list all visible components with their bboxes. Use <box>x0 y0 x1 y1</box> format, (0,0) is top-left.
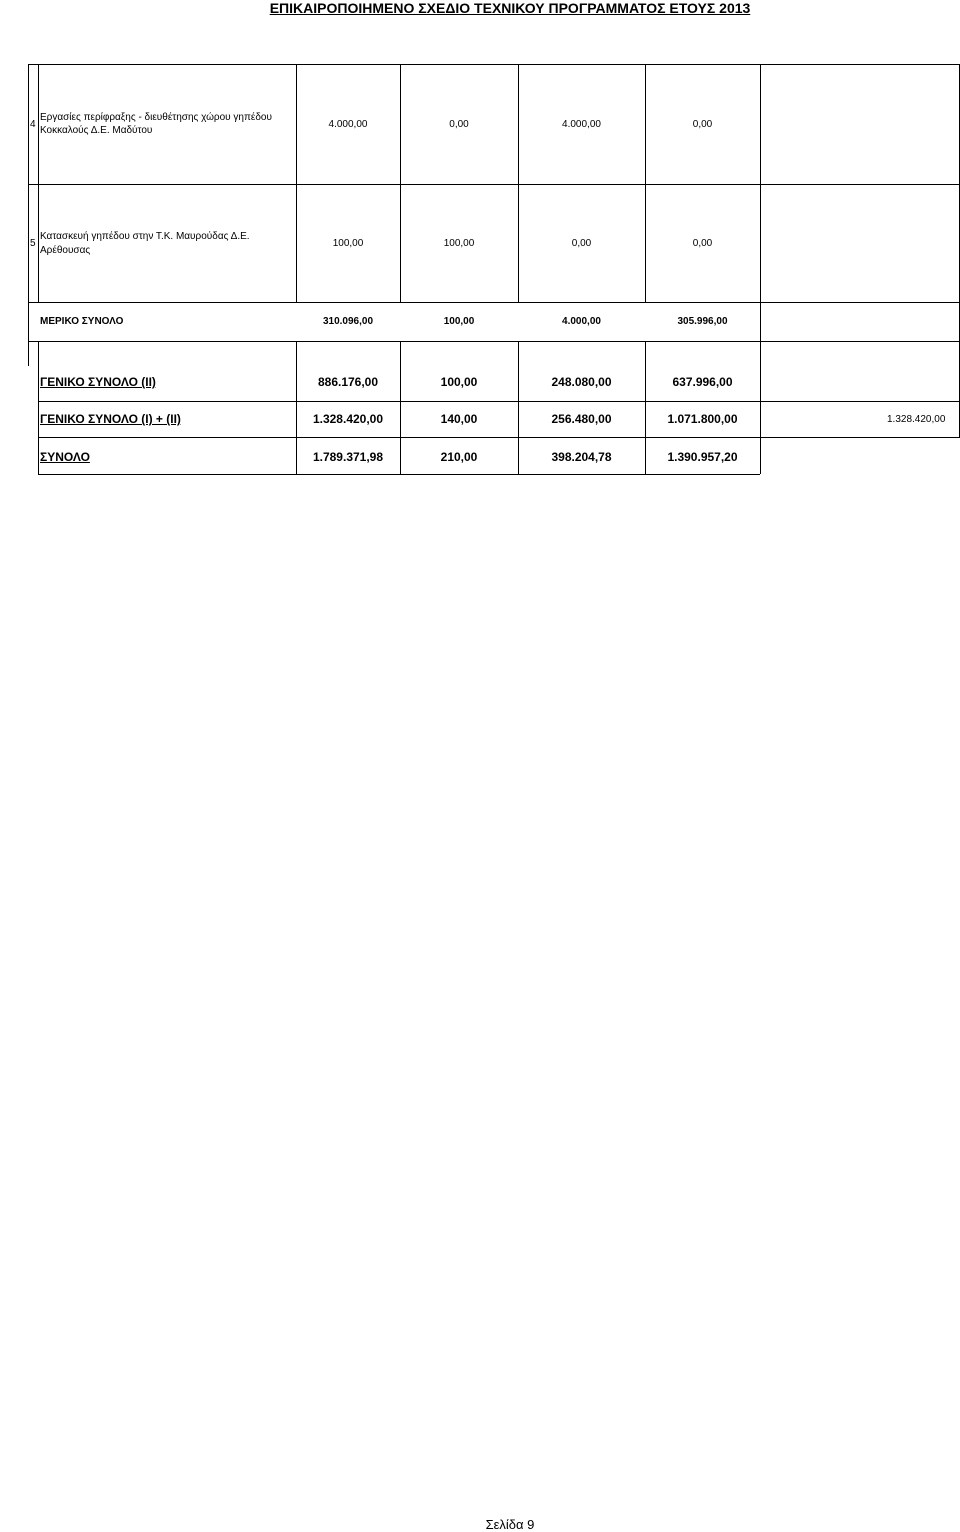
cell-value: 100,00 <box>440 375 478 389</box>
col-border <box>645 341 646 366</box>
col-border <box>518 341 519 366</box>
cell-value: 4.000,00 <box>328 119 368 130</box>
col-border <box>38 64 39 302</box>
row-description-line1: Κατασκευή γηπέδου στην Τ.Κ. Μαυρούδας Δ.Ε. <box>40 231 250 242</box>
cell-value: 4.000,00 <box>562 119 601 130</box>
cell-value: 0,00 <box>692 119 713 130</box>
cell-value: 1.390.957,20 <box>667 450 738 464</box>
row-border <box>28 64 960 65</box>
cell-value: 100,00 <box>332 238 364 249</box>
col-border <box>28 302 29 341</box>
col-border <box>760 366 761 474</box>
cell-value: 0,00 <box>571 238 592 249</box>
row-label: ΓΕΝΙΚΟ ΣΥΝΟΛΟ (ΙΙ) <box>40 375 156 389</box>
cell-value: 637.996,00 <box>672 375 733 389</box>
page-title: ΕΠΙΚΑΙΡΟΠΟΙΗΜΕΝΟ ΣΧΕΔΙΟ ΤΕΧΝΙΚΟΥ ΠΡΟΓΡΑΜΜΑΤΟΣ ΕΤΟΥΣ 2013 <box>269 0 751 16</box>
row-description-line1: Εργασίες περίφραξης - διευθέτησης χώρου γηπέδου <box>40 112 272 123</box>
row-border <box>28 302 960 303</box>
col-border <box>760 64 761 302</box>
row-label: ΓΕΝΙΚΟ ΣΥΝΟΛΟ (Ι) + (ΙΙ) <box>40 412 181 426</box>
cell-value: 305.996,00 <box>677 316 728 327</box>
row-label: ΣΥΝΟΛΟ <box>40 450 90 464</box>
cell-value: 310.096,00 <box>322 316 374 327</box>
cell-value: 886.176,00 <box>317 375 379 389</box>
row-border <box>38 437 960 438</box>
cell-value: 1.789.371,98 <box>312 450 384 464</box>
col-border <box>28 341 29 366</box>
col-border <box>400 341 401 366</box>
col-border <box>518 64 519 302</box>
cell-value: 1.071.800,00 <box>667 412 738 426</box>
cell-value: 4.000,00 <box>562 316 601 327</box>
col-border <box>645 64 646 302</box>
col-border <box>760 302 761 341</box>
col-border <box>296 341 297 366</box>
cell-value: 256.480,00 <box>551 412 612 426</box>
col-border <box>296 64 297 302</box>
page-number: Σελίδα 9 <box>485 1517 535 1532</box>
row-description-line2: Κοκκαλούς Δ.Ε. Μαδύτου <box>40 125 153 136</box>
row-number: 4 <box>30 119 36 130</box>
cell-value: 0,00 <box>692 238 713 249</box>
cell-value: 100,00 <box>443 316 475 327</box>
cell-value: 100,00 <box>443 238 475 249</box>
row-border <box>38 474 760 475</box>
col-border <box>400 64 401 302</box>
cell-value: 1.328.420,00 <box>887 414 946 425</box>
col-border <box>38 341 39 366</box>
cell-value: 248.080,00 <box>551 375 612 389</box>
row-border <box>28 184 960 185</box>
row-border <box>28 341 960 342</box>
cell-value: 140,00 <box>440 412 478 426</box>
cell-value: 210,00 <box>440 450 478 464</box>
col-border <box>28 64 29 302</box>
col-border <box>38 366 39 474</box>
cell-value: 398.204,78 <box>551 450 612 464</box>
row-label: ΜΕΡΙΚΟ ΣΥΝΟΛΟ <box>40 316 124 327</box>
row-description-line2: Αρέθουσας <box>40 245 91 256</box>
row-number: 5 <box>30 238 36 249</box>
row-border <box>38 401 960 402</box>
cell-value: 0,00 <box>449 119 469 130</box>
cell-value: 1.328.420,00 <box>312 412 384 426</box>
col-border <box>760 341 761 366</box>
